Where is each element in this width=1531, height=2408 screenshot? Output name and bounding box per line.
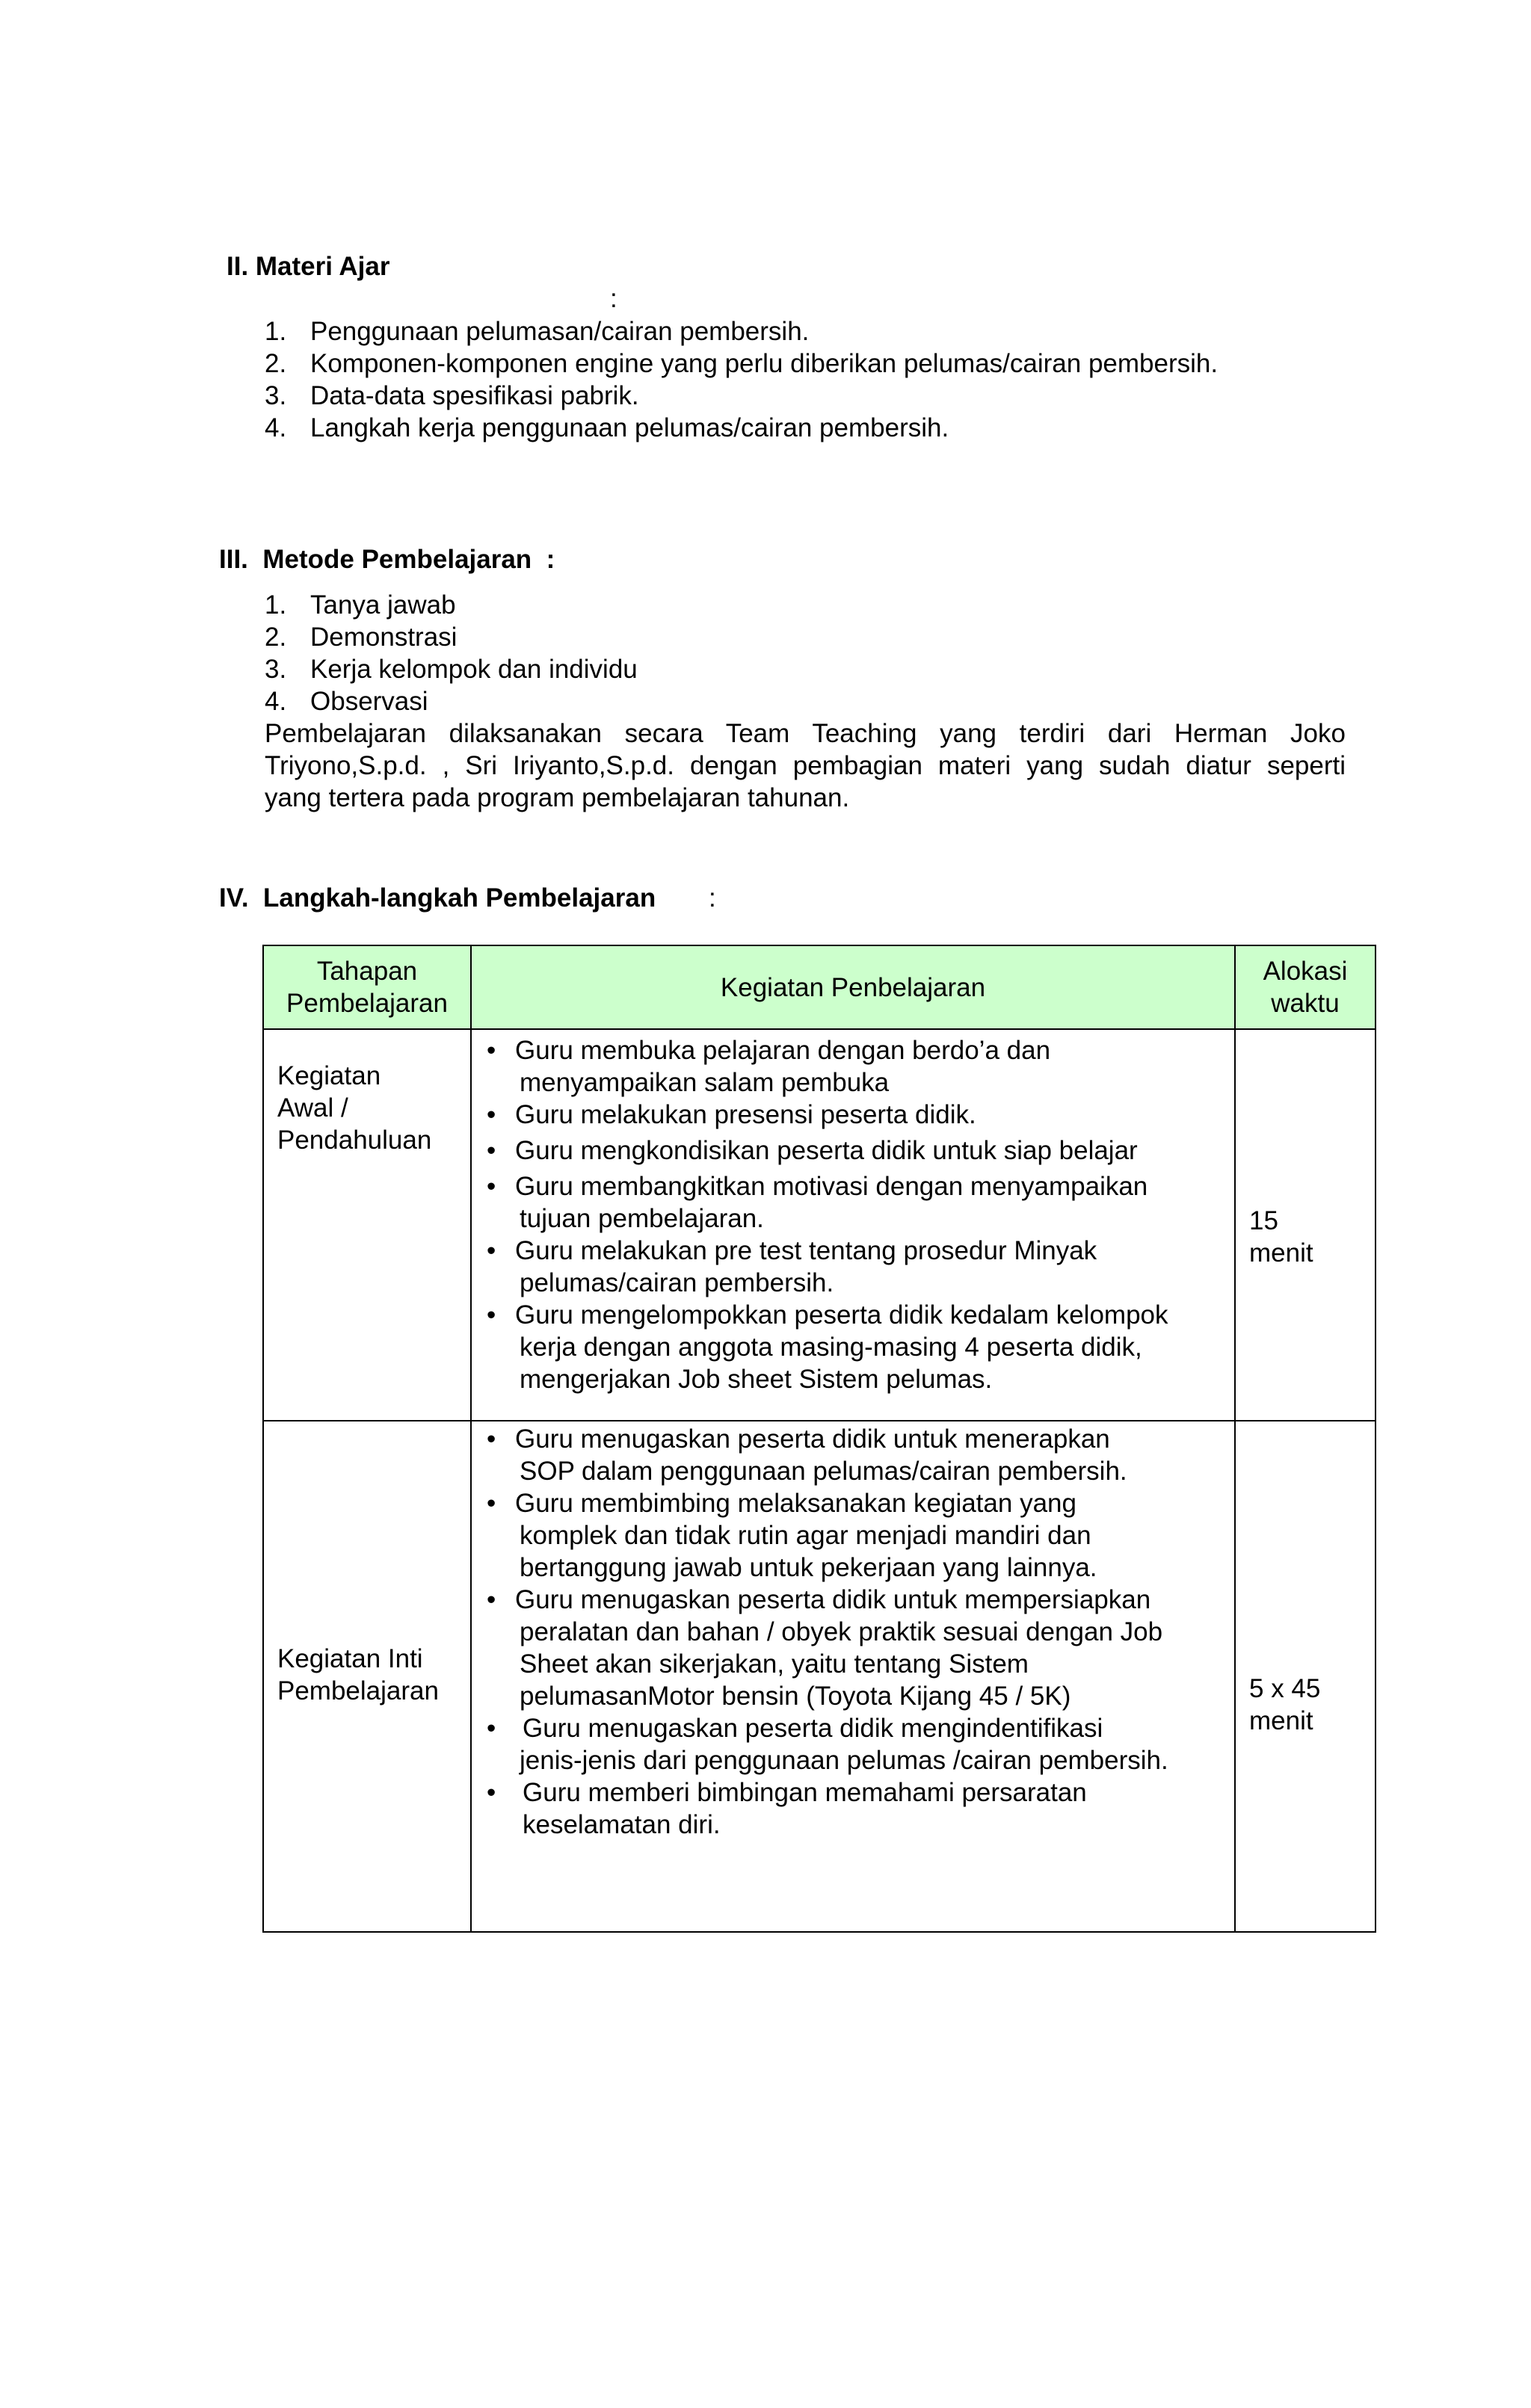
bullet-line: mengerjakan Job sheet Sistem pelumas. [520, 1365, 993, 1394]
time-cell [1235, 1421, 1376, 1932]
list-item [472, 1584, 1234, 1712]
list-text: Langkah kerja penggunaan pelumas/cairan pembersih. [310, 413, 949, 442]
table-row [263, 1029, 1376, 1421]
stage-line: Awal / [277, 1093, 348, 1123]
bullet-line: pelumas/cairan pembersih. [520, 1268, 834, 1297]
bullet-line: SOP dalam penggunaan pelumas/cairan pembersih. [520, 1457, 1127, 1486]
list-text: Kerja kelompok dan individu [310, 655, 638, 684]
time-line: menit [1249, 1706, 1313, 1735]
bullet-line: komplek dan tidak rutin agar menjadi mandiri dan [520, 1521, 1091, 1550]
list-number: 4. [265, 413, 287, 442]
bullet-line: Sheet akan sikerjakan, yaitu tentang Sistem [520, 1649, 1029, 1679]
bullet-line: peralatan dan bahan / obyek praktik sesuai dengan Job [520, 1617, 1163, 1646]
team-teaching-paragraph [265, 717, 1346, 814]
bullet-line: pelumasanMotor bensin (Toyota Kijang 45 / 5K) [520, 1682, 1071, 1711]
section-heading-langkah: IV. Langkah-langkah Pembelajaran [219, 883, 656, 913]
stage-line: Pembelajaran [277, 1676, 439, 1705]
list-item [472, 1776, 1234, 1841]
list-item [472, 1134, 1234, 1167]
header-time-line: Alokasi [1263, 957, 1348, 986]
section-heading-metode: III. Metode Pembelajaran : [219, 545, 555, 574]
bullet-line: bertanggung jawab untuk pekerjaan yang lainnya. [520, 1553, 1097, 1582]
paragraph-line: Pembelajaran dilaksanakan secara Team Teaching yang terdiri dari Herman Joko [265, 719, 1346, 748]
list-number: 3. [265, 655, 287, 684]
header-stage-line: Pembelajaran [286, 989, 448, 1018]
section-heading-materi-ajar: II. Materi Ajar [227, 252, 390, 281]
bullet-line: keselamatan diri. [523, 1810, 721, 1839]
list-item [472, 1712, 1234, 1776]
colon-mark: : [610, 284, 617, 313]
bullet-line: • Guru melakukan pre test tentang prosedur Minyak [515, 1236, 1097, 1265]
time-line: 15 [1249, 1206, 1278, 1235]
paragraph-line: yang tertera pada program pembelajaran tahunan. [265, 783, 850, 812]
table-row [263, 1421, 1376, 1932]
list-text: Penggunaan pelumasan/cairan pembersih. [310, 317, 810, 346]
colon-mark: : [709, 883, 716, 913]
bullet-line: • Guru menugaskan peserta didik untuk mempersiapkan [515, 1585, 1151, 1614]
list-number: 1. [265, 590, 287, 620]
time-line: menit [1249, 1238, 1313, 1268]
time-line: 5 x 45 [1249, 1674, 1321, 1703]
list-text: Tanya jawab [310, 590, 456, 620]
list-item [472, 1487, 1234, 1584]
list-item [472, 1423, 1234, 1487]
header-stage [263, 945, 471, 1029]
list-item [472, 1299, 1234, 1395]
list-item [472, 1235, 1234, 1299]
header-time [1235, 945, 1376, 1029]
stage-line: Kegiatan [277, 1061, 381, 1090]
learning-steps-table [262, 945, 1376, 1933]
header-activity-label: Kegiatan Penbelajaran [720, 972, 986, 1002]
header-time-line: waktu [1271, 989, 1340, 1018]
table-header-row [263, 945, 1376, 1029]
activity-bullet-list [472, 1423, 1234, 1841]
bullet-line: tujuan pembelajaran. [520, 1204, 764, 1233]
bullet-line: kerja dengan anggota masing-masing 4 peserta didik, [520, 1333, 1142, 1362]
paragraph-line: Triyono,S.p.d. , Sri Iriyanto,S.p.d. dengan pembagian materi yang sudah diatur seperti [265, 751, 1346, 780]
header-stage-line: Tahapan [316, 957, 418, 986]
bullet-line: • Guru membuka pelajaran dengan berdo’a dan [515, 1036, 1051, 1065]
list-number: 1. [265, 317, 287, 346]
list-item [472, 1170, 1234, 1235]
header-activity [471, 945, 1235, 1029]
list-text: Observasi [310, 687, 428, 716]
bullet-line: • Guru menugaskan peserta didik untuk menerapkan [515, 1424, 1110, 1454]
list-text: Komponen-komponen engine yang perlu diberikan pelumas/cairan pembersih. [310, 349, 1219, 378]
bullet-line: jenis-jenis dari penggunaan pelumas /cairan pembersih. [520, 1746, 1168, 1775]
bullet-line: menyampaikan salam pembuka [520, 1068, 890, 1097]
list-number: 4. [265, 687, 287, 716]
bullet-line: • Guru menugaskan peserta didik mengindentifikasi [523, 1714, 1103, 1743]
time-cell [1235, 1029, 1376, 1421]
bullet-line: • Guru mengelompokkan peserta didik kedalam kelompok [515, 1300, 1168, 1330]
stage-cell [263, 1029, 471, 1421]
stage-line: Pendahuluan [277, 1126, 432, 1155]
bullet-line: • Guru membangkitkan motivasi dengan menyampaikan [515, 1172, 1148, 1201]
bullet-line: • Guru membimbing melaksanakan kegiatan yang [515, 1489, 1076, 1518]
bullet-line: • Guru memberi bimbingan memahami persaratan [523, 1778, 1087, 1807]
list-text: Data-data spesifikasi pabrik. [310, 381, 639, 410]
activity-bullet-list [472, 1034, 1234, 1395]
list-item [472, 1034, 1234, 1099]
activity-cell [471, 1029, 1235, 1421]
list-text: Demonstrasi [310, 623, 458, 652]
bullet-line: • Guru melakukan presensi peserta didik. [515, 1100, 976, 1129]
list-number: 2. [265, 623, 287, 652]
list-number: 2. [265, 349, 287, 378]
list-item [472, 1099, 1234, 1131]
stage-line: Kegiatan Inti [277, 1644, 423, 1673]
activity-cell [471, 1421, 1235, 1932]
list-number: 3. [265, 381, 287, 410]
stage-cell [263, 1421, 471, 1932]
bullet-line: • Guru mengkondisikan peserta didik untuk siap belajar [515, 1136, 1138, 1165]
